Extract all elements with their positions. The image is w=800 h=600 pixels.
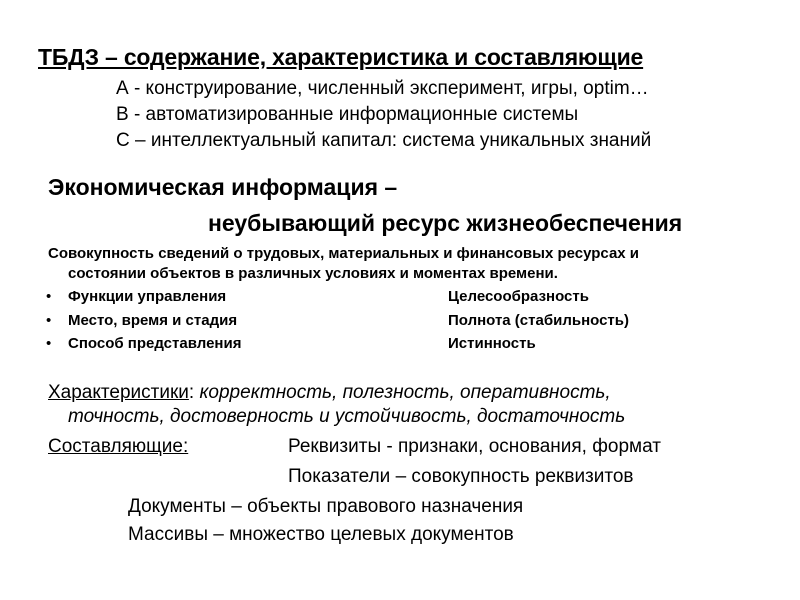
characteristics-colon: : [188, 382, 200, 403]
abc-line-c: С – интеллектуальный капитал: система уникальных знаний [116, 130, 652, 151]
econ-heading-line2: неубывающий ресурс жизнеобеспечения [208, 210, 683, 236]
bullet-row [46, 335, 766, 357]
econ-heading-line1: Экономическая информация – [48, 174, 398, 200]
bullet-dot: • [46, 335, 52, 352]
component-item: Реквизиты - признаки, основания, формат [288, 436, 661, 457]
bullet-dot: • [46, 288, 52, 305]
characteristics-text1: корректность, полезность, оперативность, [199, 382, 611, 403]
bullet-left-text: Функции управления [68, 288, 227, 305]
bullet-right-text: Истинность [448, 335, 536, 352]
bullet-row [46, 288, 766, 310]
components-label: Составляющие: [48, 436, 189, 457]
abc-line-a: А - конструирование, численный эксперимент, игры, optim… [116, 78, 649, 99]
description-line2: состоянии объектов в различных условиях и моментах времени. [68, 265, 558, 282]
bullet-left-text: Место, время и стадия [68, 312, 238, 329]
bullet-row [46, 312, 766, 334]
bullet-right-text: Целесообразность [448, 288, 589, 305]
abc-line-b: В - автоматизированные информационные системы [116, 104, 579, 125]
description [48, 244, 768, 284]
slide-title: ТБДЗ – содержание, характеристика и составляющие [38, 44, 644, 70]
characteristics-line2: точность, достоверность и устойчивость, достаточность [68, 406, 626, 427]
bullet-left-text: Способ представления [68, 335, 242, 352]
component-item: Документы – объекты правового назначения [128, 496, 524, 517]
component-item: Показатели – совокупность реквизитов [288, 466, 634, 487]
characteristics-label: Характеристики [48, 382, 189, 403]
characteristics-line1 [48, 382, 611, 404]
component-item: Массивы – множество целевых документов [128, 524, 514, 545]
bullet-dot: • [46, 312, 52, 329]
description-line1: Совокупность сведений о трудовых, материальных и финансовых ресурсах и [48, 245, 640, 262]
bullet-right-text: Полнота (стабильность) [448, 312, 629, 329]
